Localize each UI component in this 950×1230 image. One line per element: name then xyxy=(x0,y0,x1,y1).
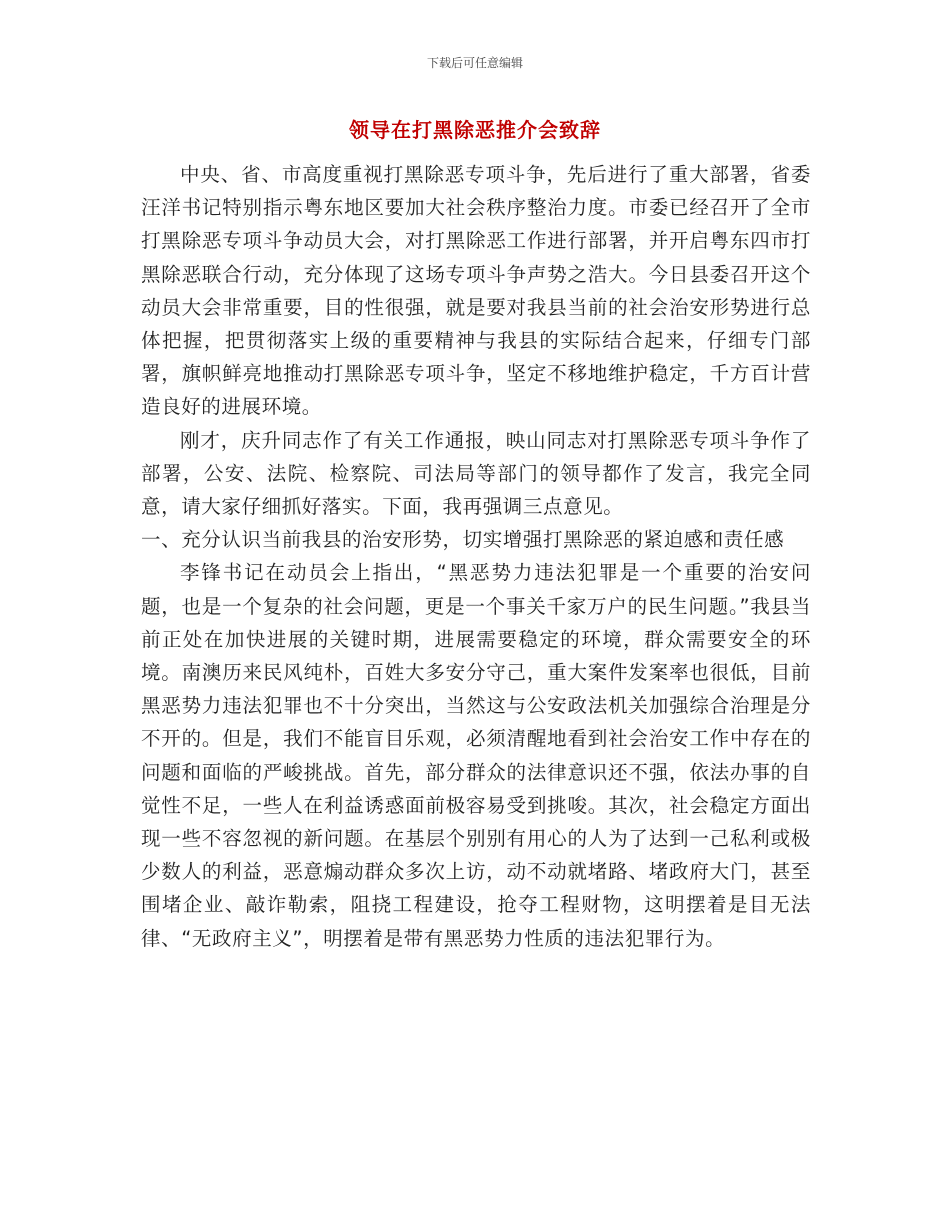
document-body xyxy=(141,158,811,955)
header-note: 下载后可任意编辑 xyxy=(426,56,523,70)
document-title: 领导在打黑除恶推介会致辞 xyxy=(349,118,601,142)
paragraph-2: 刚才，庆升同志作了有关工作通报，映山同志对打黑除恶专项斗争作了部署，公安、法院、检察院、司法局等部门的领导都作了发言，我完全同意，请大家仔细抓好落实。下面，我再强调三点意见。 xyxy=(141,428,811,519)
paragraph-1: 中央、省、市高度重视打黑除恶专项斗争，先后进行了重大部署，省委汪洋书记特别指示粤东地区要加大社会秩序整治力度。市委已经召开了全市打黑除恶专项斗争动员大会，对打黑除恶工作进行部署，并开启粤东四市打黑除恶联合行动，充分体现了这场专项斗争声势之浩大。今日县委召开这个动员大会非常重要，目的性很强，就是要对我县当前的社会治安形势进行总体把握，把贯彻落实上级的重要精神与我县的实际结合起来，仔细专门部署，旗帜鲜亮地推动打黑除恶专项斗争，坚定不移地维护稳定，千方百计营造良好的进展环境。 xyxy=(141,163,811,419)
paragraph-3: 李锋书记在动员会上指出，“黑恶势力违法犯罪是一个重要的治安问题，也是一个复杂的社会问题，更是一个事关千家万户的民生问题。”我县当前正处在加快进展的关键时期，进展需要稳定的环境，群众需要安全的环境。南澳历来民风纯朴，百姓大多安分守己，重大案件发案率也很低，目前黑恶势力违法犯罪也不十分突出，当然这与公安政法机关加强综合治理是分不开的。但是，我们不能盲目乐观，必须清醒地看到社会治安工作中存在的问题和面临的严峻挑战。首先，部分群众的法律意识还不强，依法办事的自觉性不足，一些人在利益诱惑面前极容易受到挑唆。其次，社会稳定方面出现一些不容忽视的新问题。在基层个别别有用心的人为了达到一己私利或极少数人的利益，恶意煽动群众多次上访，动不动就堵路、堵政府大门，甚至围堵企业、敲诈勒索，阻挠工程建设，抢夺工程财物，这明摆着是目无法律、“无政府主义”，明摆着是带有黑恶势力性质的违法犯罪行为。 xyxy=(141,561,811,950)
section-heading-1: 一、充分认识当前我县的治安形势，切实增强打黑除恶的紧迫感和责任感 xyxy=(141,528,785,552)
